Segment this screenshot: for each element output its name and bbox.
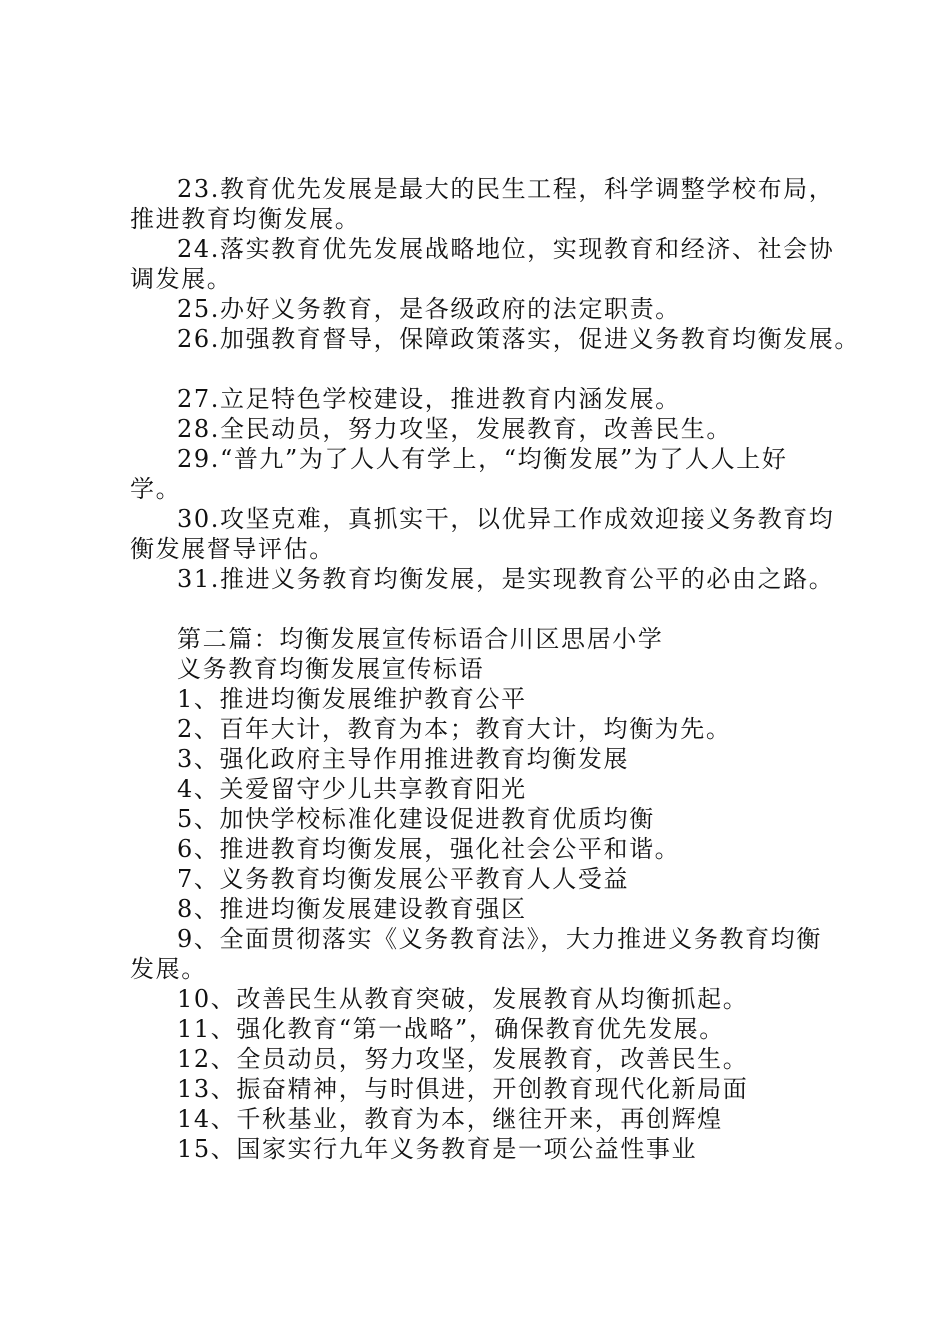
slogan-14: 14、千秋基业，教育为本，继往开来，再创辉煌 <box>177 1105 723 1133</box>
section-subheading: 义务教育均衡发展宣传标语 <box>177 655 485 683</box>
paragraph-30-line-2: 衡发展督导评估。 <box>130 535 335 563</box>
slogan-7: 7、义务教育均衡发展公平教育人人受益 <box>177 865 630 893</box>
paragraph-29-line-1: 29.“普九”为了人人有学上，“均衡发展”为了人人上好 <box>177 445 788 473</box>
slogan-8: 8、推进均衡发展建设教育强区 <box>177 895 527 923</box>
paragraph-28: 28.全民动员，努力攻坚，发展教育，改善民生。 <box>177 415 732 443</box>
paragraph-27: 27.立足特色学校建设，推进教育内涵发展。 <box>177 385 681 413</box>
document-body <box>130 174 860 1164</box>
paragraph-24-line-2: 调发展。 <box>130 265 233 293</box>
slogan-10: 10、改善民生从教育突破，发展教育从均衡抓起。 <box>177 985 749 1013</box>
paragraph-26: 26.加强教育督导，保障政策落实，促进义务教育均衡发展。 <box>177 325 860 353</box>
paragraph-23-line-1: 23.教育优先发展是最大的民生工程，科学调整学校布局， <box>177 175 835 203</box>
blank-line <box>130 594 850 624</box>
paragraph-30-line-1: 30.攻坚克难，真抓实干，以优异工作成效迎接义务教育均 <box>177 505 835 533</box>
slogan-13: 13、振奋精神，与时俱进，开创教育现代化新局面 <box>177 1075 749 1103</box>
paragraph-31: 31.推进义务教育均衡发展，是实现教育公平的必由之路。 <box>177 565 835 593</box>
blank-line <box>130 354 850 384</box>
slogan-3: 3、强化政府主导作用推进教育均衡发展 <box>177 745 630 773</box>
paragraph-25: 25.办好义务教育，是各级政府的法定职责。 <box>177 295 681 323</box>
slogan-15: 15、国家实行九年义务教育是一项公益性事业 <box>177 1135 698 1163</box>
slogan-4: 4、关爱留守少儿共享教育阳光 <box>177 775 527 803</box>
slogan-1: 1、推进均衡发展维护教育公平 <box>177 685 527 713</box>
slogan-5: 5、加快学校标准化建设促进教育优质均衡 <box>177 805 655 833</box>
slogan-11: 11、强化教育“第一战略”，确保教育优先发展。 <box>177 1015 725 1043</box>
slogan-9-line-1: 9、全面贯彻落实《义务教育法》，大力推进义务教育均衡 <box>177 925 822 953</box>
slogan-9-line-2: 发展。 <box>130 955 207 983</box>
slogan-6: 6、推进教育均衡发展，强化社会公平和谐。 <box>177 835 681 863</box>
paragraph-29-line-2: 学。 <box>130 475 182 503</box>
section-heading: 第二篇：均衡发展宣传标语合川区思居小学 <box>177 625 664 653</box>
slogan-12: 12、全员动员，努力攻坚，发展教育，改善民生。 <box>177 1045 749 1073</box>
paragraph-24-line-1: 24.落实教育优先发展战略地位，实现教育和经济、社会协 <box>177 235 835 263</box>
slogan-2: 2、百年大计，教育为本；教育大计，均衡为先。 <box>177 715 732 743</box>
paragraph-23-line-2: 推进教育均衡发展。 <box>130 205 361 233</box>
